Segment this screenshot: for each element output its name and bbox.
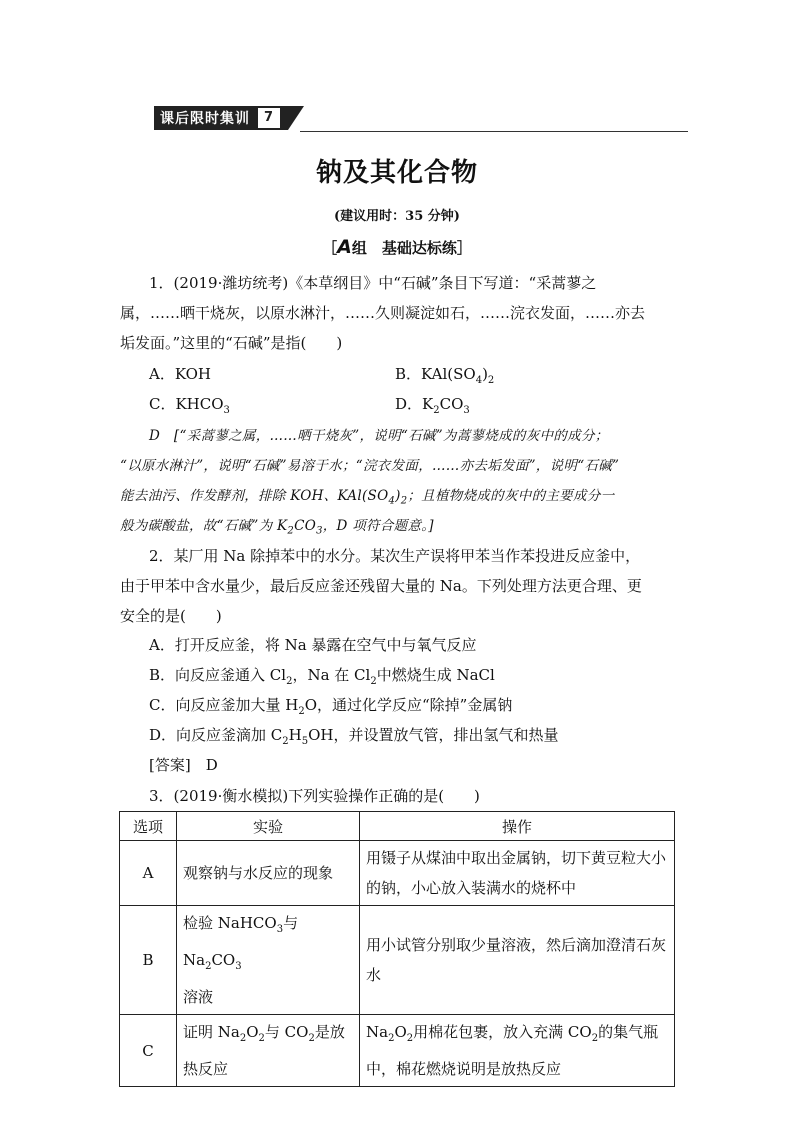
banner-tail xyxy=(288,106,304,130)
q2-line3: 安全的是( ) xyxy=(120,607,222,625)
time-note: (建议用时：35 分钟) xyxy=(334,209,460,224)
table-header-experiment: 实验 xyxy=(177,812,360,841)
q1-line1: 1．(2019·潍坊统考)《本草纲目》中“石碱”条目下写道：“采蒿蓼之 xyxy=(149,274,597,292)
q1-option-c: C．$KHCO_3$ xyxy=(149,395,230,416)
q2-option-c: C．向反应釜加大量 $H_2O$，通过化学反应“除掉”金属钠 xyxy=(149,696,513,717)
q1-line2: 属，……晒干烧灰，以原水淋汁，……久则凝淀如石，……浣衣发面，……亦去 xyxy=(120,304,646,322)
q2-answer: [答案] D xyxy=(149,756,218,774)
q1-option-a: A．KOH xyxy=(149,365,212,383)
table-cell-operation: 用小试管分别取少量溶液，然后滴加澄清石灰水 xyxy=(360,906,675,1015)
q2-option-a: A．打开反应釜，将 Na 暴露在空气中与氧气反应 xyxy=(149,636,477,654)
table-cell-option: B xyxy=(120,906,177,1015)
q1-option-b: B．$KAl(SO_4)_2$ xyxy=(395,365,495,386)
q1-option-d: D．$K_2CO_3$ xyxy=(395,395,470,416)
q1-analysis-line1: D [“采蒿蓼之属，……晒干烧灰”，说明“石碱”为蒿蓼烧成的灰中的成分； xyxy=(149,428,609,444)
group-label: 组 基础达标练 xyxy=(351,239,457,257)
group-bracket-close: ］ xyxy=(456,239,472,257)
section-banner xyxy=(154,105,304,131)
table-row xyxy=(120,1015,675,1087)
q1-analysis-line3: 能去油污、作发酵剂，排除 KOH、$KAl(SO_4)_2$；且植物烧成的灰中的主要成分一 xyxy=(120,488,615,507)
table-cell-experiment: 证明 $Na_2O_2$与 $CO_2$是放热反应 xyxy=(177,1015,360,1087)
table-header-operation: 操作 xyxy=(360,812,675,841)
q2-line1: 2．某厂用 Na 除掉苯中的水分。某次生产误将甲苯当作苯投进反应釜中， xyxy=(149,547,641,565)
header-rule xyxy=(300,131,688,132)
q2-option-b: B．向反应釜通入 $Cl_2$，Na 在 $Cl_2$中燃烧生成 NaCl xyxy=(149,666,495,687)
q1-analysis-line4: 般为碳酸盐，故“石碱”为 $K_2CO_3$，D 项符合题意。] xyxy=(120,518,434,537)
banner-box xyxy=(154,106,288,130)
q3-stem: 3．(2019·衡水模拟)下列实验操作正确的是( ) xyxy=(149,787,480,805)
table-cell-operation: $Na_2O_2$用棉花包裹，放入充满 $CO_2$的集气瓶中，棉花燃烧说明是放热反应 xyxy=(360,1015,675,1087)
table-cell-option: A xyxy=(120,841,177,906)
group-letter: A xyxy=(337,236,352,258)
banner-number: 7 xyxy=(258,108,280,128)
table-cell-option: C xyxy=(120,1015,177,1087)
q3-table xyxy=(119,811,675,1087)
page-title: 钠及其化合物 xyxy=(315,158,478,188)
q1-analysis-line2: “以原水淋汁”，说明“石碱”易溶于水；“浣衣发面，……亦去垢发面”，说明“石碱” xyxy=(120,458,620,474)
q1-line3: 垢发面。”这里的“石碱”是指( ) xyxy=(120,334,343,352)
table-cell-experiment: 检验 NaHCO$_3$与 $Na_2CO_3$ 溶液 xyxy=(177,906,360,1015)
table-cell-experiment: 观察钠与水反应的现象 xyxy=(177,841,360,906)
table-cell-operation: 用镊子从煤油中取出金属钠，切下黄豆粒大小的钠，小心放入装满水的烧杯中 xyxy=(360,841,675,906)
table-row xyxy=(120,906,675,1015)
q2-line2: 由于甲苯中含水量少，最后反应釜还残留大量的 Na。下列处理方法更合理、更 xyxy=(120,577,642,595)
table-header-row xyxy=(120,812,675,841)
group-bracket-open: ［ xyxy=(322,239,338,257)
q2-option-d: D．向反应釜滴加 $C_2H_5OH$，并设置放气管，排出氢气和热量 xyxy=(149,726,559,747)
table-header-option: 选项 xyxy=(120,812,177,841)
group-heading xyxy=(0,236,794,258)
table-row xyxy=(120,841,675,906)
banner-label: 课后限时集训 xyxy=(160,111,250,127)
